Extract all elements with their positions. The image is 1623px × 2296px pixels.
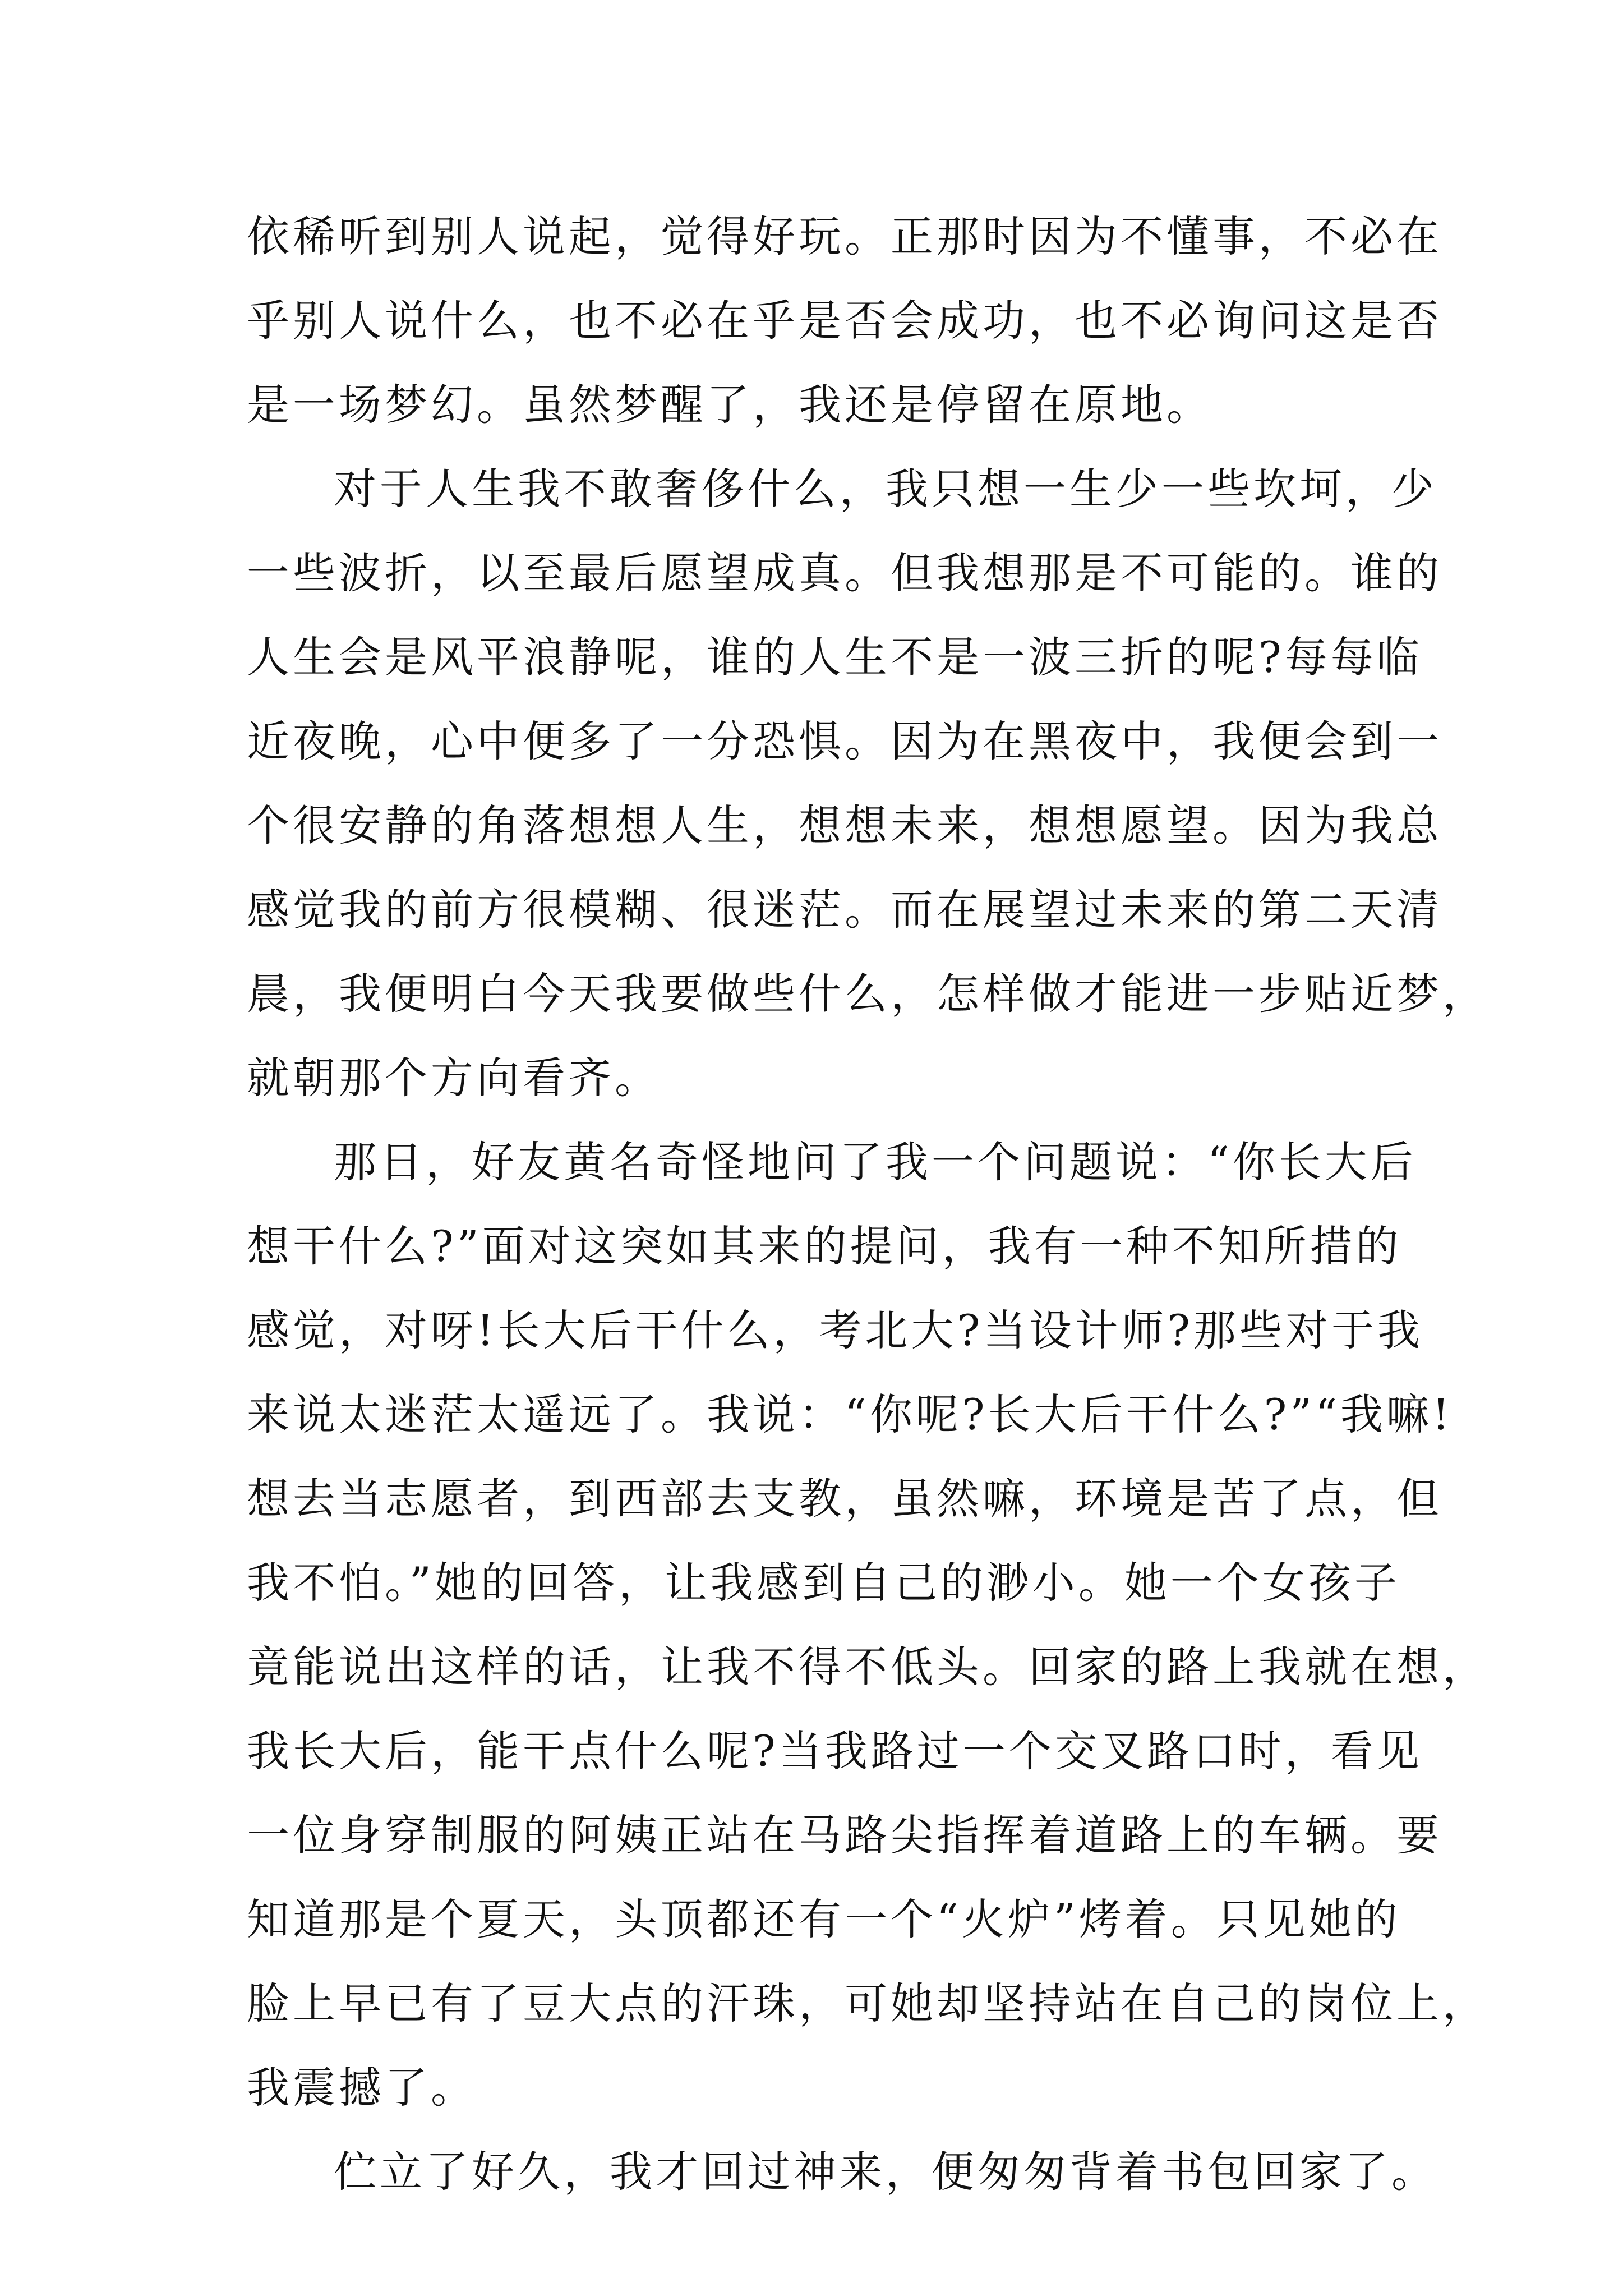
text-line-3: 是一场梦幻。虽然梦醒了，我还是停留在原地。	[247, 380, 1212, 430]
text-line-9: 感觉我的前方很模糊、很迷茫。而在展望过未来的第二天清	[247, 885, 1442, 935]
text-line-23: 我震撼了。	[247, 2063, 477, 2113]
text-line-17: 我不怕。”她的回答，让我感到自己的渺小。她一个女孩子	[247, 1558, 1400, 1608]
text-line-16: 想去当志愿者，到西部去支教，虽然嘛，环境是苦了点，但	[247, 1474, 1442, 1524]
text-line-14: 感觉，对呀!长大后干什么，考北大?当设计师?那些对于我	[247, 1305, 1424, 1355]
text-line-10: 晨，我便明白今天我要做些什么，怎样做才能进一步贴近梦，	[247, 969, 1488, 1019]
text-line-2: 乎别人说什么，也不必在乎是否会成功，也不必询问这是否	[247, 296, 1442, 346]
text-line-15: 来说太迷茫太遥远了。我说：“你呢?长大后干什么?”“我嘛!	[247, 1389, 1453, 1439]
text-line-11: 就朝那个方向看齐。	[247, 1053, 661, 1103]
text-line-13: 想干什么?”面对这突如其来的提问，我有一种不知所措的	[247, 1221, 1402, 1271]
text-line-5: 一些波折，以至最后愿望成真。但我想那是不可能的。谁的	[247, 548, 1442, 598]
text-line-24: 伫立了好久，我才回过神来，便匆匆背着书包回家了。	[334, 2147, 1437, 2197]
text-line-19: 我长大后，能干点什么呢?当我路过一个交叉路口时，看见	[247, 1726, 1423, 1776]
text-line-7: 近夜晚，心中便多了一分恐惧。因为在黑夜中，我便会到一	[247, 716, 1442, 766]
text-line-8: 个很安静的角落想想人生，想想未来，想想愿望。因为我总	[247, 800, 1442, 850]
text-line-21: 知道那是个夏天，头顶都还有一个“火炉”烤着。只见她的	[247, 1894, 1401, 1944]
text-line-4: 对于人生我不敢奢侈什么，我只想一生少一些坎坷，少	[334, 464, 1437, 514]
text-line-18: 竟能说出这样的话，让我不得不低头。回家的路上我就在想，	[247, 1642, 1488, 1692]
text-line-12: 那日，好友黄名奇怪地问了我一个问题说：“你长大后	[334, 1137, 1417, 1187]
text-line-20: 一位身穿制服的阿姨正站在马路尖指挥着道路上的车辆。要	[247, 1810, 1442, 1860]
text-line-6: 人生会是风平浪静呢，谁的人生不是一波三折的呢?每每临	[247, 632, 1423, 682]
text-line-22: 脸上早已有了豆大点的汗珠，可她却坚持站在自己的岗位上，	[247, 1978, 1488, 2028]
text-line-1: 依稀听到别人说起，觉得好玩。正那时因为不懂事，不必在	[247, 211, 1442, 261]
